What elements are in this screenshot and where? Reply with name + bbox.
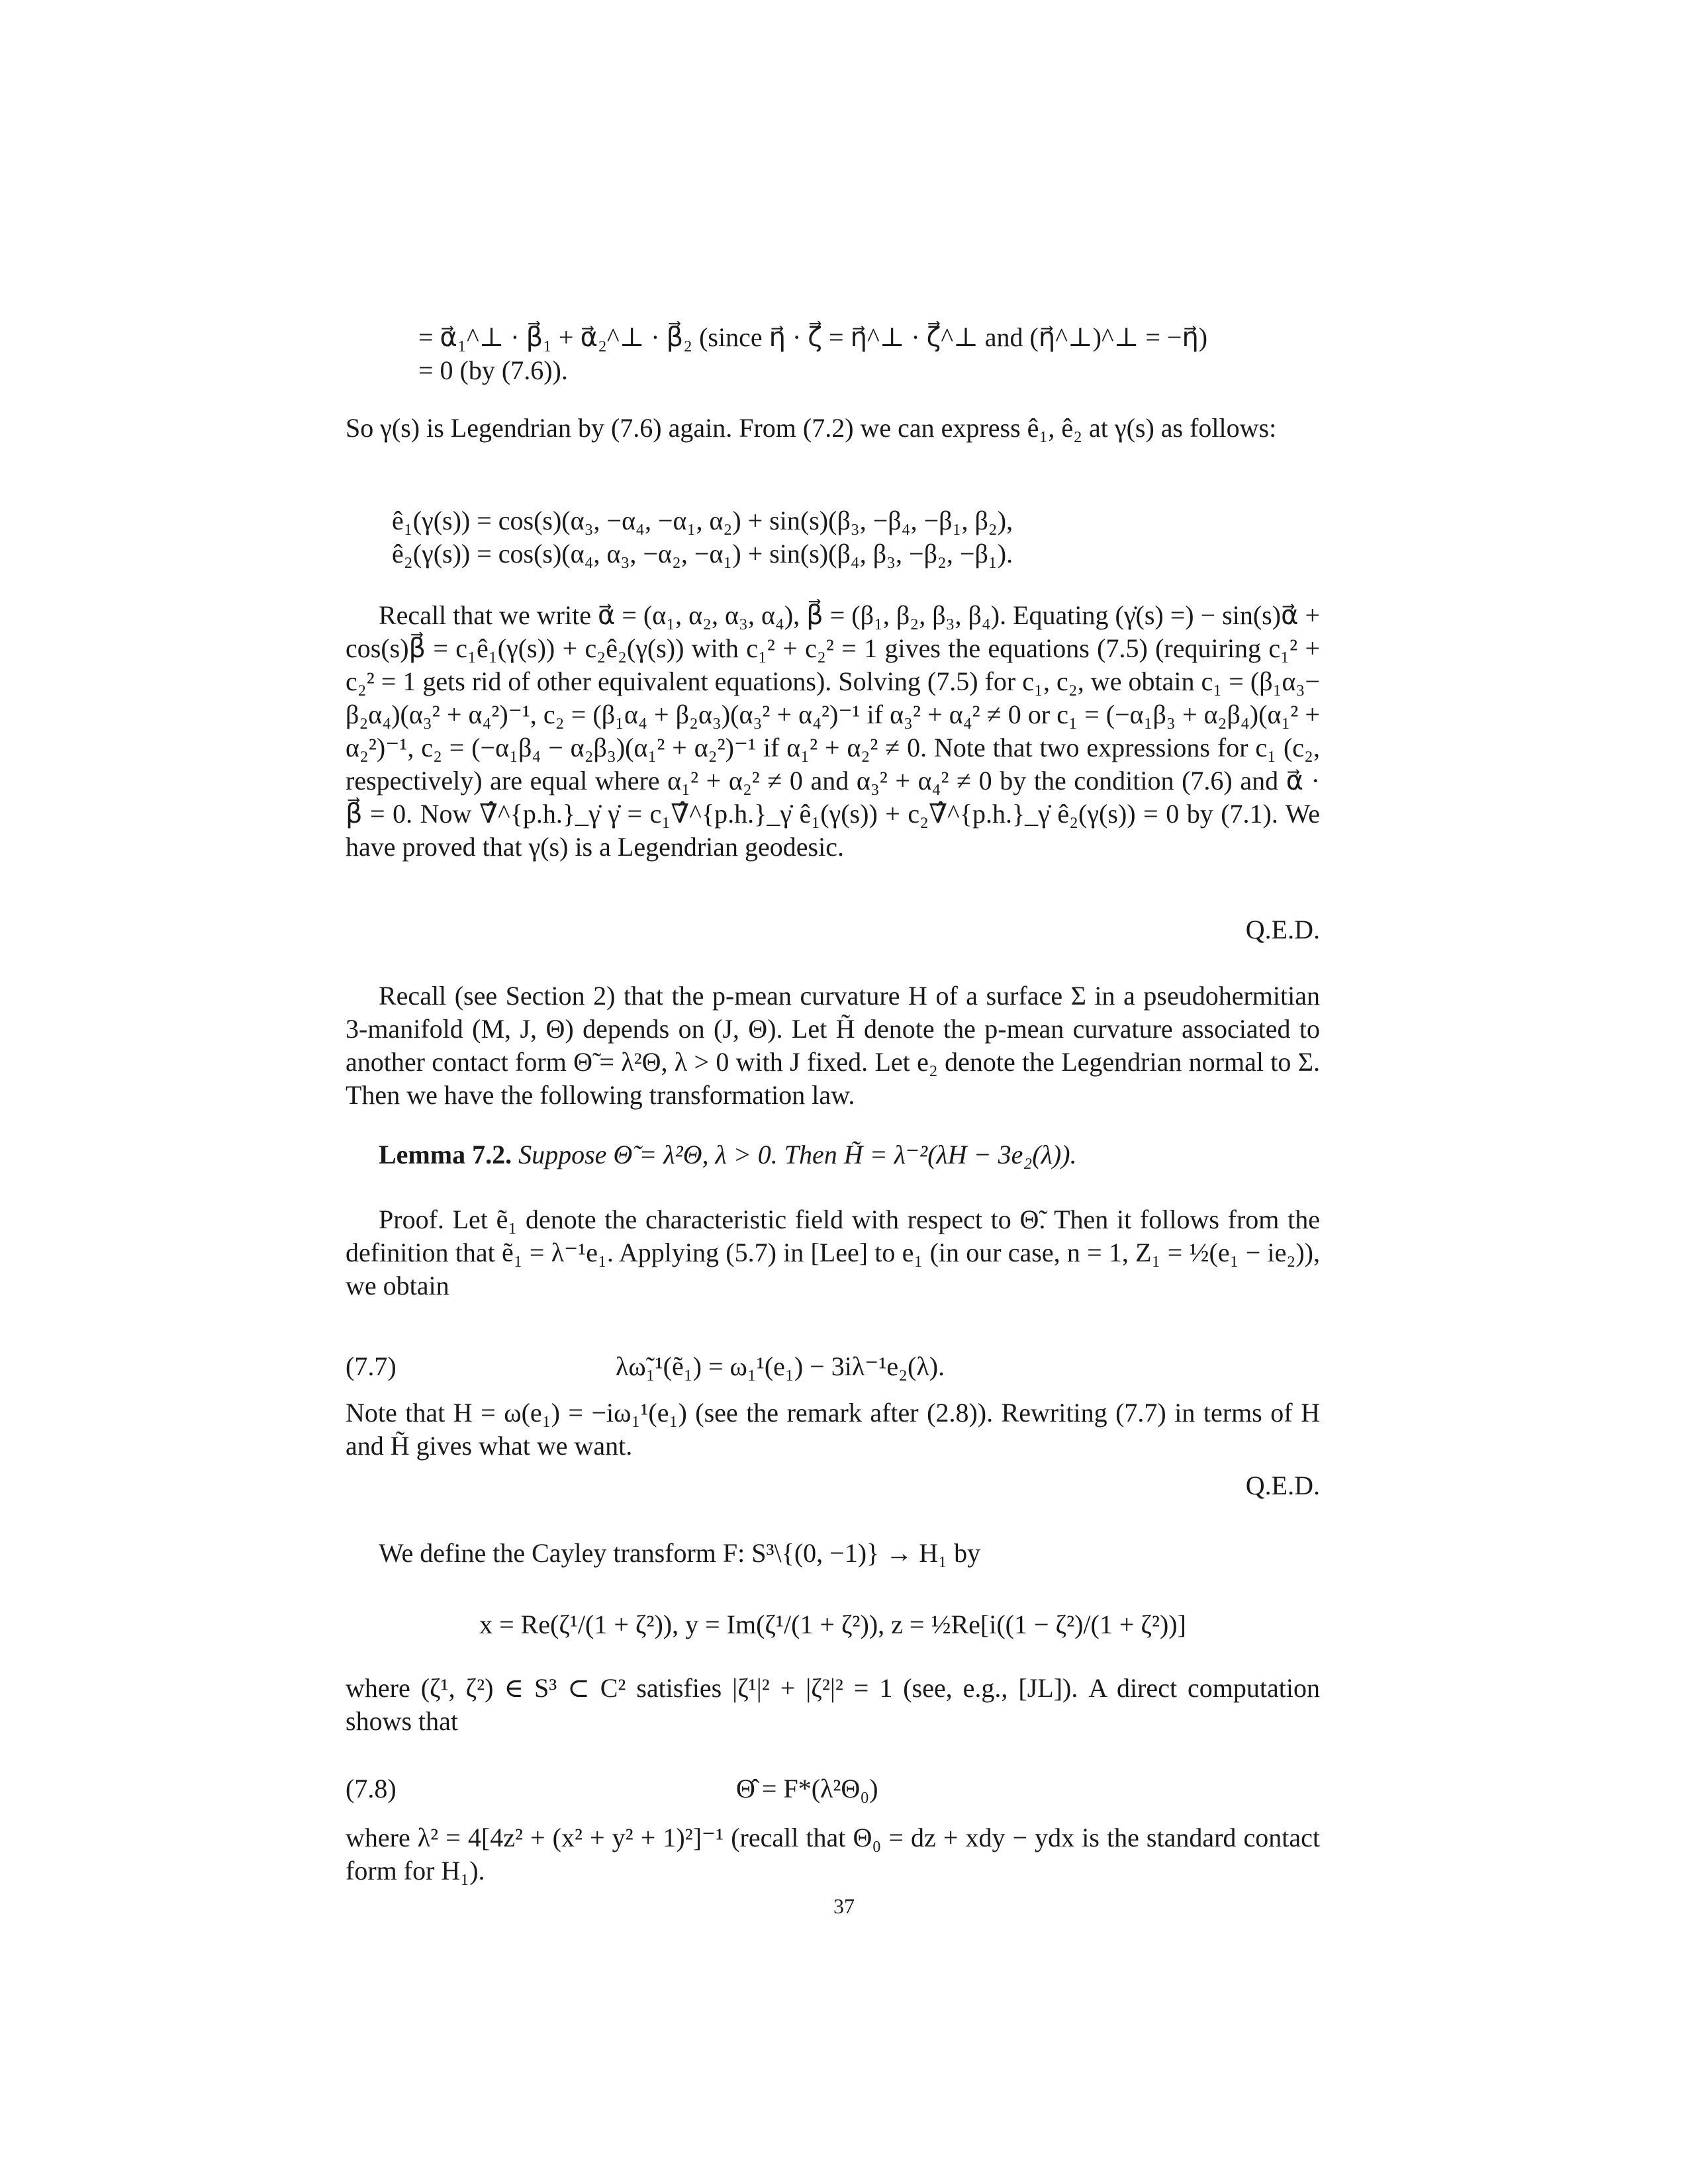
- paragraph-cayley: We define the Cayley transform F: S³\{(0, −1)} → H₁ by: [379, 1538, 981, 1568]
- qed-mark-2: Q.E.D.: [1245, 1471, 1320, 1500]
- lemma-statement: Suppose Θ̃ = λ²Θ, λ > 0. Then H̃ = λ⁻²(λH − 3e₂(λ)).: [518, 1140, 1077, 1169]
- lemma-7-2: [346, 1138, 1320, 1171]
- paragraph-legendrian: So γ(s) is Legendrian by (7.6) again. From (7.2) we can express ê₁, ê₂ at γ(s) as follows:: [346, 413, 1277, 443]
- page-number: 37: [833, 1894, 855, 1918]
- equation-line-2: = 0 (by (7.6)).: [418, 355, 568, 385]
- paragraph-p-mean-curvature: Recall (see Section 2) that the p-mean curvature H of a surface Σ in a pseudohermitian 3-manifold (M, J, Θ) depends on (J, Θ). Let H̃ denote the p-mean curvature associated to another contact form Θ̃ = λ²Θ, λ > 0 with J fixed. Let e₂ denote the Legendrian normal to Σ. Then we have the following transformation law.: [346, 981, 1320, 1110]
- equation-7-7: λω̃₁¹(ẽ₁) = ω₁¹(e₁) − 3iλ⁻¹e₂(λ).: [616, 1351, 945, 1381]
- paragraph-recall-solution: Recall that we write α⃗ = (α₁, α₂, α₃, α₄), β⃗ = (β₁, β₂, β₃, β₄). Equating (γ̇(s) =) − sin(s)α⃗ + cos(s)β⃗ = c₁ê₁(γ(s)) + c₂ê₂(γ(s)) with c₁² + c₂² = 1 gives the equations (7.5) (requiring c₁² + c₂² = 1 gets rid of other equivalent equations). Solving (7.5) for c₁, c₂, we obtain c₁ = (β₁α₃− β₂α₄)(α₃² + α₄²)⁻¹, c₂ = (β₁α₄ + β₂α₃)(α₃² + α₄²)⁻¹ if α₃² + α₄² ≠ 0 or c₁ = (−α₁β₃ + α₂β₄)(α₁² + α₂²)⁻¹, c₂ = (−α₁β₄ − α₂β₃)(α₁² + α₂²)⁻¹ if α₁² + α₂² ≠ 0. Note that two expressions for c₁ (c₂, respectively) are equal where α₁² + α₂² ≠ 0 and α₃² + α₄² ≠ 0 by the condition (7.6) and α⃗ · β⃗ = 0. Now ∇̂^{p.h.}_γ̇ γ̇ = c₁∇̂^{p.h.}_γ̇ ê₁(γ(s)) + c₂∇̂^{p.h.}_γ̇ ê₂(γ(s)) = 0 by (7.1). We have proved that γ(s) is a Legendrian geodesic.: [346, 600, 1320, 862]
- equation-line-1: = α⃗₁^⊥ · β⃗₁ + α⃗₂^⊥ · β⃗₂ (since η⃗ · ζ⃗ = η⃗^⊥ · ζ⃗^⊥ and (η⃗^⊥)^⊥ = −η⃗): [418, 322, 1208, 352]
- equation-label-7-8: (7.8): [346, 1774, 397, 1803]
- paragraph-where: where (ζ¹, ζ²) ∈ S³ ⊂ C² satisfies |ζ¹|² + |ζ²|² = 1 (see, e.g., [JL]). A direct computation shows that: [346, 1673, 1320, 1736]
- lemma-heading: Lemma 7.2.: [379, 1140, 512, 1169]
- equation-e2-hat: ê₂(γ(s)) = cos(s)(α₄, α₃, −α₂, −α₁) + sin(s)(β₄, β₃, −β₂, −β₁).: [392, 539, 1013, 569]
- paragraph-note: Note that H = ω(e₁) = −iω₁¹(e₁) (see the remark after (2.8)). Rewriting (7.7) in terms of H and H̃ gives what we want.: [346, 1398, 1320, 1461]
- equation-cayley-transform: x = Re(ζ¹/(1 + ζ²)), y = Im(ζ¹/(1 + ζ²)), z = ½Re[i((1 − ζ²)/(1 + ζ²))]: [479, 1610, 1186, 1639]
- equation-e1-hat: ê₁(γ(s)) = cos(s)(α₃, −α₄, −α₁, α₂) + sin(s)(β₃, −β₄, −β₁, β₂),: [392, 506, 1013, 535]
- paragraph-proof: Proof. Let ẽ₁ denote the characteristic field with respect to Θ̃. Then it follows from the definition that ẽ₁ = λ⁻¹e₁. Applying (5.7) in [Lee] to e₁ (in our case, n = 1, Z₁ = ½(e₁ − ie₂)), we obtain: [346, 1205, 1320, 1300]
- equation-label-7-7: (7.7): [346, 1351, 397, 1381]
- qed-mark-1: Q.E.D.: [1245, 915, 1320, 944]
- equation-7-8: Θ̂ = F*(λ²Θ₀): [736, 1774, 878, 1803]
- paragraph-lambda: where λ² = 4[4z² + (x² + y² + 1)²]⁻¹ (recall that Θ₀ = dz + xdy − ydx is the standard contact form for H₁).: [346, 1823, 1321, 1886]
